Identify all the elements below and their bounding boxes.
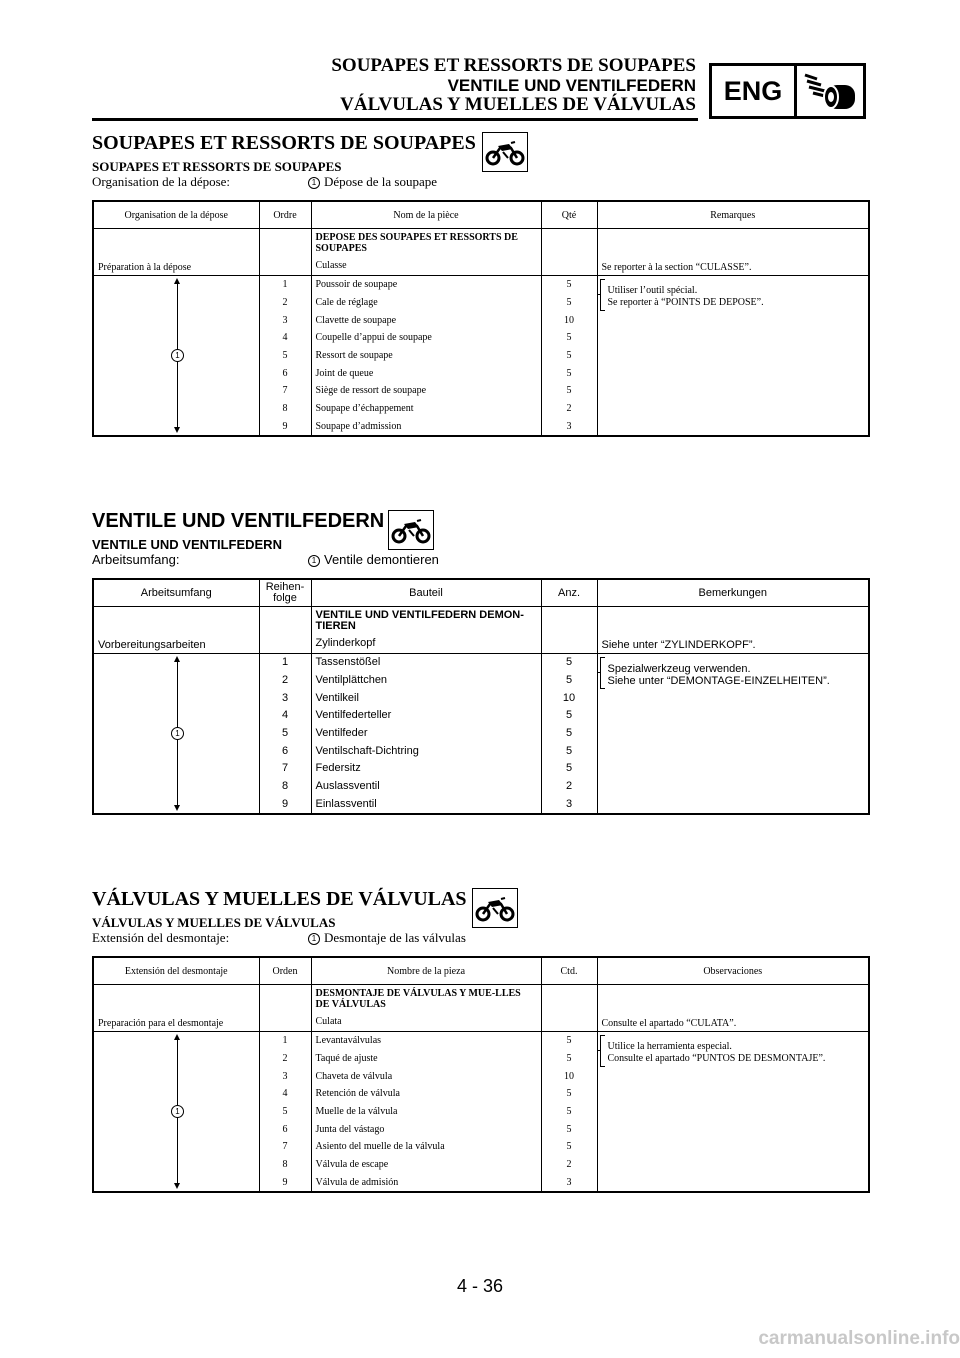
prep-row xyxy=(93,985,869,1032)
item-order: 6 xyxy=(259,742,311,760)
item-qty: 5 xyxy=(541,1085,597,1103)
item-name: Soupape d’échappement xyxy=(311,400,541,418)
prep-part-name: Zylinderkopf xyxy=(315,637,376,649)
item-name: Tassenstößel xyxy=(311,654,541,672)
item-order: 6 xyxy=(259,364,311,382)
column-header: Organisation de la dépose xyxy=(93,201,259,229)
item-name: Poussoir de soupape xyxy=(311,276,541,294)
item-order: 9 xyxy=(259,796,311,815)
item-order: 7 xyxy=(259,760,311,778)
column-header: Orden xyxy=(259,957,311,985)
prep-row xyxy=(93,229,869,276)
item-name: Cale de réglage xyxy=(311,294,541,312)
item-order: 6 xyxy=(259,1120,311,1138)
org-value-wrap xyxy=(308,552,439,567)
item-qty: 10 xyxy=(541,1067,597,1085)
prep-remark: Se reporter à la section “CULASSE”. xyxy=(597,229,869,276)
item-qty: 5 xyxy=(541,329,597,347)
remark-cell xyxy=(597,654,869,815)
item-order: 2 xyxy=(259,294,311,312)
bracket-remark-line2: Siehe unter “DEMONTAGE-EINZELHEITEN”. xyxy=(607,675,830,687)
bracket xyxy=(600,657,605,689)
column-header: Ordre xyxy=(259,201,311,229)
column-header: Observaciones xyxy=(597,957,869,985)
table-row xyxy=(93,1032,869,1050)
bracket-remark-line1: Spezialwerkzeug verwenden. xyxy=(607,663,751,675)
item-qty: 5 xyxy=(541,294,597,312)
org-value: Dépose de la soupape xyxy=(324,174,437,189)
section-title: SOUPAPES ET RESSORTS DE SOUPAPES xyxy=(92,132,476,154)
org-label: Organisation de la dépose: xyxy=(92,174,231,189)
item-qty: 5 xyxy=(541,672,597,690)
column-header: Reihen-folge xyxy=(259,579,311,607)
item-order: 7 xyxy=(259,1138,311,1156)
item-name: Soupape d’admission xyxy=(311,418,541,437)
prep-label: Vorbereitungsarbeiten xyxy=(93,607,259,654)
item-name: Einlassventil xyxy=(311,796,541,815)
bracket-group xyxy=(598,654,869,813)
header-title-fr: SOUPAPES ET RESSORTS DE SOUPAPES xyxy=(331,55,696,76)
prep-name-cell xyxy=(311,985,541,1032)
prep-remark: Consulte el apartado “CULATA”. xyxy=(597,985,869,1032)
item-name: Ventilschaft-Dichtring xyxy=(311,742,541,760)
item-name: Taqué de ajuste xyxy=(311,1050,541,1068)
item-order: 8 xyxy=(259,1156,311,1174)
item-name: Ventilfeder xyxy=(311,725,541,743)
bracket xyxy=(600,1035,605,1067)
item-name: Asiento del muelle de la válvula xyxy=(311,1138,541,1156)
prep-remark: Siehe unter “ZYLINDERKOPF”. xyxy=(597,607,869,654)
table-header-row xyxy=(93,579,869,607)
item-qty: 3 xyxy=(541,1174,597,1193)
parts-table xyxy=(92,578,870,815)
item-qty: 5 xyxy=(541,1050,597,1068)
org-label: Arbeitsumfang: xyxy=(92,552,180,567)
item-qty: 5 xyxy=(541,382,597,400)
column-header: Nombre de la pieza xyxy=(311,957,541,985)
prep-name-cell xyxy=(311,229,541,276)
bracket-tick xyxy=(597,672,601,673)
table-row xyxy=(93,276,869,294)
removal-arrow-cell xyxy=(93,654,259,815)
prep-heading: DESMONTAJE DE VÁLVULAS Y MUE-LLES DE VÁLVULAS xyxy=(315,988,521,1010)
org-num: 1 xyxy=(308,555,320,567)
bracket-group xyxy=(598,276,869,435)
bracket-remark-line2: Consulte el apartado “PUNTOS DE DESMONTAJE”. xyxy=(607,1053,826,1064)
bracket-tick xyxy=(597,294,601,295)
column-header: Ctd. xyxy=(541,957,597,985)
prep-row xyxy=(93,607,869,654)
item-order: 2 xyxy=(259,1050,311,1068)
item-qty: 5 xyxy=(541,654,597,672)
bracket-remark xyxy=(608,663,830,687)
prep-label: Preparación para el desmontaje xyxy=(93,985,259,1032)
prep-qty xyxy=(541,985,597,1032)
org-value: Ventile demontieren xyxy=(324,552,439,567)
item-qty: 3 xyxy=(541,796,597,815)
item-name: Válvula de escape xyxy=(311,1156,541,1174)
item-order: 1 xyxy=(259,654,311,672)
item-name: Auslassventil xyxy=(311,778,541,796)
column-header: Remarques xyxy=(597,201,869,229)
section-de xyxy=(92,510,870,810)
item-name: Junta del vástago xyxy=(311,1120,541,1138)
watermark: carmanualsonline.info xyxy=(758,1328,960,1349)
item-qty: 5 xyxy=(541,364,597,382)
arrow-up-icon xyxy=(174,278,180,284)
table-row xyxy=(93,654,869,672)
spring-icon xyxy=(797,66,863,116)
section-subtitle: VÁLVULAS Y MUELLES DE VÁLVULAS xyxy=(92,915,336,930)
item-order: 5 xyxy=(259,347,311,365)
section-subtitle: SOUPAPES ET RESSORTS DE SOUPAPES xyxy=(92,159,342,174)
item-order: 5 xyxy=(259,1103,311,1121)
motorcycle-icon xyxy=(388,510,434,550)
item-order: 4 xyxy=(259,707,311,725)
item-name: Joint de queue xyxy=(311,364,541,382)
header-rule xyxy=(92,118,698,121)
org-value-wrap xyxy=(308,174,437,189)
item-order: 7 xyxy=(259,382,311,400)
prep-label: Préparation à la dépose xyxy=(93,229,259,276)
item-order: 1 xyxy=(259,1032,311,1050)
section-org xyxy=(92,552,870,567)
prep-qty xyxy=(541,229,597,276)
header-titles xyxy=(96,56,696,115)
item-qty: 5 xyxy=(541,725,597,743)
item-qty: 10 xyxy=(541,311,597,329)
section-subtitle: VENTILE UND VENTILFEDERN xyxy=(92,537,282,552)
item-order: 2 xyxy=(259,672,311,690)
prep-heading: DEPOSE DES SOUPAPES ET RESSORTS DE SOUPAPES xyxy=(315,232,518,254)
item-name: Válvula de admisión xyxy=(311,1174,541,1193)
bracket xyxy=(600,279,605,311)
item-order: 4 xyxy=(259,329,311,347)
item-name: Ressort de soupape xyxy=(311,347,541,365)
item-order: 1 xyxy=(259,276,311,294)
item-name: Chaveta de válvula xyxy=(311,1067,541,1085)
item-order: 9 xyxy=(259,418,311,437)
item-qty: 5 xyxy=(541,1138,597,1156)
prep-order xyxy=(259,229,311,276)
remark-cell xyxy=(597,1032,869,1193)
bracket-remark xyxy=(608,285,764,309)
item-order: 5 xyxy=(259,725,311,743)
section-es xyxy=(92,888,870,1188)
eng-label: ENG xyxy=(712,66,797,116)
prep-qty xyxy=(541,607,597,654)
column-header: Nom de la pièce xyxy=(311,201,541,229)
item-qty: 5 xyxy=(541,1103,597,1121)
removal-step-number: 1 xyxy=(171,1105,184,1118)
org-label: Extensión del desmontaje: xyxy=(92,930,230,945)
bracket-remark-line1: Utiliser l’outil spécial. xyxy=(607,285,698,296)
org-num: 1 xyxy=(308,177,320,189)
prep-name-cell xyxy=(311,607,541,654)
removal-arrow-cell xyxy=(93,1032,259,1193)
item-name: Muelle de la válvula xyxy=(311,1103,541,1121)
item-name: Ventilkeil xyxy=(311,689,541,707)
header-title-es: VÁLVULAS Y MUELLES DE VÁLVULAS xyxy=(340,94,696,115)
item-name: Retención de válvula xyxy=(311,1085,541,1103)
item-name: Ventilfederteller xyxy=(311,707,541,725)
bracket-group xyxy=(598,1032,869,1191)
item-qty: 5 xyxy=(541,276,597,294)
item-name: Siège de ressort de soupape xyxy=(311,382,541,400)
column-header: Bauteil xyxy=(311,579,541,607)
table-header-row xyxy=(93,201,869,229)
arrow-up-icon xyxy=(174,656,180,662)
parts-table xyxy=(92,200,870,437)
item-order: 3 xyxy=(259,689,311,707)
bracket-tick xyxy=(597,1050,601,1051)
section-title: VÁLVULAS Y MUELLES DE VÁLVULAS xyxy=(92,888,467,910)
item-qty: 5 xyxy=(541,1120,597,1138)
item-order: 9 xyxy=(259,1174,311,1193)
org-value-wrap xyxy=(308,930,466,945)
bracket-remark-line1: Utilice la herramienta especial. xyxy=(607,1041,732,1052)
removal-step-number: 1 xyxy=(171,349,184,362)
prep-part-name: Culasse xyxy=(315,260,347,271)
table-header-row xyxy=(93,957,869,985)
remark-cell xyxy=(597,276,869,437)
column-header: Arbeitsumfang xyxy=(93,579,259,607)
column-header: Bemerkungen xyxy=(597,579,869,607)
prep-order xyxy=(259,607,311,654)
bracket-remark-line2: Se reporter à “POINTS DE DEPOSE”. xyxy=(607,297,764,308)
item-name: Clavette de soupape xyxy=(311,311,541,329)
arrow-down-icon xyxy=(174,427,180,433)
item-order: 3 xyxy=(259,311,311,329)
column-header: Qté xyxy=(541,201,597,229)
item-order: 8 xyxy=(259,778,311,796)
header-title-de: VENTILE UND VENTILFEDERN xyxy=(447,76,696,95)
section-title: VENTILE UND VENTILFEDERN xyxy=(92,510,385,532)
motorcycle-icon xyxy=(482,132,528,172)
column-header: Extensión del desmontaje xyxy=(93,957,259,985)
column-header: Anz. xyxy=(541,579,597,607)
prep-heading: VENTILE UND VENTILFEDERN DEMON-TIEREN xyxy=(315,609,524,632)
item-name: Federsitz xyxy=(311,760,541,778)
page-number: 4 - 36 xyxy=(456,1276,504,1296)
eng-badge xyxy=(709,63,866,119)
item-name: Ventilplättchen xyxy=(311,672,541,690)
item-order: 4 xyxy=(259,1085,311,1103)
arrow-down-icon xyxy=(174,805,180,811)
item-qty: 10 xyxy=(541,689,597,707)
item-name: Coupelle d’appui de soupape xyxy=(311,329,541,347)
item-name: Levantaválvulas xyxy=(311,1032,541,1050)
item-qty: 5 xyxy=(541,347,597,365)
section-org xyxy=(92,174,870,189)
item-qty: 2 xyxy=(541,1156,597,1174)
org-value: Desmontaje de las válvulas xyxy=(324,930,466,945)
arrow-up-icon xyxy=(174,1034,180,1040)
item-order: 3 xyxy=(259,1067,311,1085)
org-num: 1 xyxy=(308,933,320,945)
prep-order xyxy=(259,985,311,1032)
item-order: 8 xyxy=(259,400,311,418)
bracket-remark xyxy=(608,1041,826,1065)
section-org xyxy=(92,930,870,945)
item-qty: 5 xyxy=(541,1032,597,1050)
item-qty: 2 xyxy=(541,778,597,796)
parts-table xyxy=(92,956,870,1193)
item-qty: 5 xyxy=(541,742,597,760)
item-qty: 5 xyxy=(541,707,597,725)
motorcycle-icon xyxy=(472,888,518,928)
item-qty: 3 xyxy=(541,418,597,437)
item-qty: 5 xyxy=(541,760,597,778)
prep-part-name: Culata xyxy=(315,1016,342,1027)
section-fr xyxy=(92,132,870,432)
removal-arrow-cell xyxy=(93,276,259,437)
removal-step-number: 1 xyxy=(171,727,184,740)
item-qty: 2 xyxy=(541,400,597,418)
arrow-down-icon xyxy=(174,1183,180,1189)
